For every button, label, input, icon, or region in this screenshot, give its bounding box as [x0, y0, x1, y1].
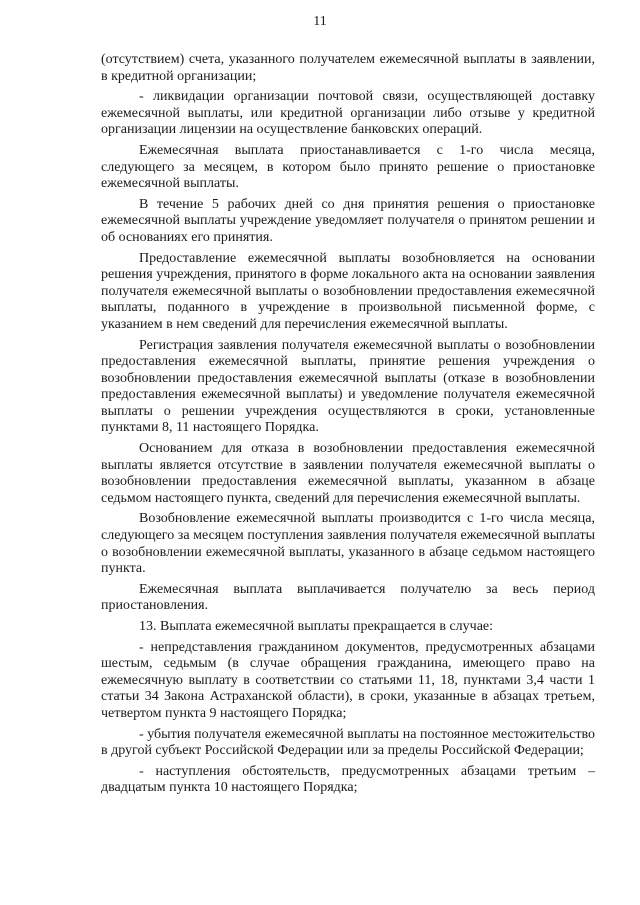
- paragraph-1: (отсутствием) счета, указанного получателем ежемесячной выплаты в заявлении, в кредитной организации;: [101, 52, 595, 84]
- paragraph-2: - ликвидации организации почтовой связи, осуществляющей доставку ежемесячной выплаты, или кредитной организации либо отзыве у кредитной организации лицензии на осуществление банковских операций.: [101, 89, 595, 138]
- paragraph-7: Основанием для отказа в возобновлении предоставления ежемесячной выплаты является отсутствие в заявлении получателя ежемесячной выплаты о возобновлении предоставления ежемесячной выплаты, указанном в абзаце седьмом настоящего пункта, сведений для перечисления ежемесячной выплаты.: [101, 441, 595, 506]
- document-body: [101, 52, 595, 801]
- paragraph-6: Регистрация заявления получателя ежемесячной выплаты о возобновлении предоставления ежемесячной выплаты, принятие решения учреждения о возобновлении предоставления ежемесячной выплаты (отказе в возобновлении предоставления ежемесячной выплаты) и уведомление получателя ежемесячной выплаты о решении учреждения осуществляются в сроки, установленные пунктами 8, 11 настоящего Порядка.: [101, 337, 595, 436]
- page-number: 11: [313, 14, 327, 29]
- paragraph-5: Предоставление ежемесячной выплаты возобновляется на основании решения учреждения, принятого в форме локального акта на основании заявления получателя ежемесячной выплаты о возобновлении предоставления ежемесячной выплаты, поданного в учреждение в произвольной письменной форме, с указанием в нем сведений для перечисления ежемесячной выплаты.: [101, 250, 595, 332]
- paragraph-9: Ежемесячная выплата выплачивается получателю за весь период приостановления.: [101, 581, 595, 614]
- paragraph-11: - непредставления гражданином документов, предусмотренных абзацами шестым, седьмым (в случае обращения гражданина, имеющего право на ежемесячную выплату в соответствии со статьями 11, 18, пунктами 3,4 части 1 статьи 34 Закона Астраханской области), в сроки, указанные в абзацах третьем, четвертом пункта 9 настоящего Порядка;: [101, 639, 595, 721]
- paragraph-3: Ежемесячная выплата приостанавливается с 1-го числа месяца, следующего за месяцем, в котором было принято решение о приостановке ежемесячной выплаты.: [101, 142, 595, 192]
- paragraph-8: Возобновление ежемесячной выплаты производится с 1-го числа месяца, следующего за месяцем поступления заявления получателя ежемесячной выплаты о возобновлении ежемесячной выплаты, указанного в абзаце седьмом настоящего пункта.: [101, 511, 595, 577]
- paragraph-12: - убытия получателя ежемесячной выплаты на постоянное местожительство в другой субъект Российской Федерации или за пределы Российской Федерации;: [101, 726, 595, 759]
- paragraph-4: В течение 5 рабочих дней со дня принятия решения о приостановке ежемесячной выплаты учреждение уведомляет получателя о принятом решении и об основаниях его принятия.: [101, 196, 595, 245]
- paragraph-13: - наступления обстоятельств, предусмотренных абзацами третьим – двадцатым пункта 10 настоящего Порядка;: [101, 763, 595, 796]
- paragraph-10: 13. Выплата ежемесячной выплаты прекращается в случае:: [139, 619, 494, 634]
